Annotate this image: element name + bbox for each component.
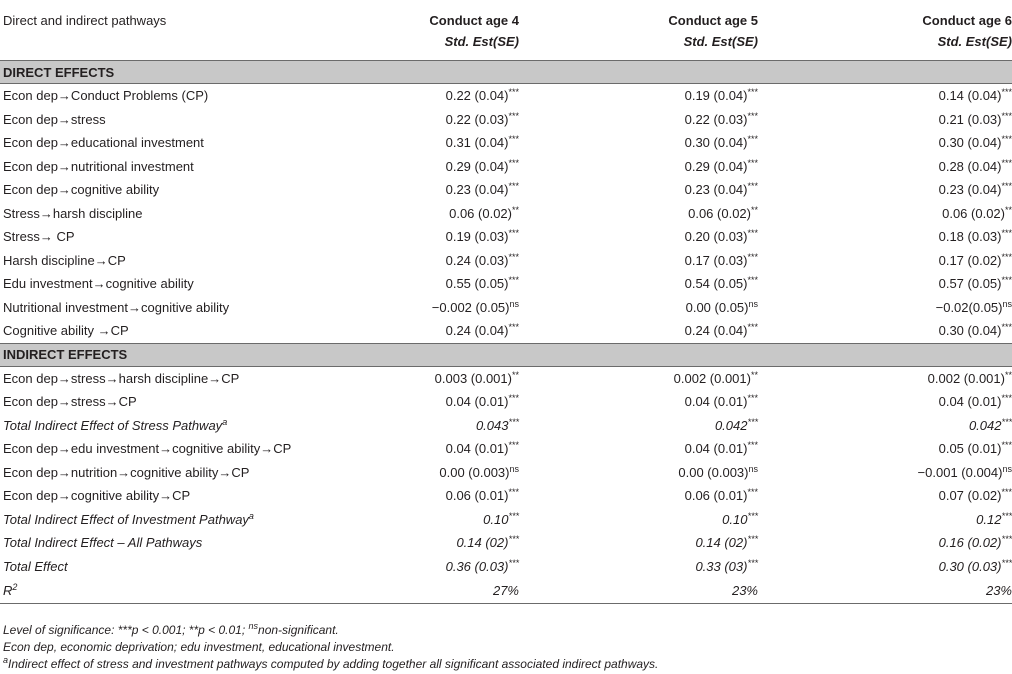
significance-marker: *** [747,534,758,545]
estimate-cell-age4: 0.06 (0.01)*** [445,487,519,504]
estimate-cell-age6: 0.12*** [976,510,1012,527]
significance-marker: *** [1001,416,1012,427]
pathway-label: Econ dep→edu investment→cognitive ability→CP [3,441,292,457]
table-row [0,461,1012,485]
estimate-cell-age4: 0.00 $(0.003)^{ns}$ [439,463,519,480]
pathway-label: Econ dep→educational investment [3,135,204,151]
estimate-cell-age6: $-0.02(0.05)^{ns}$ [935,298,1012,315]
table-row [0,108,1012,132]
significance-marker: ** [1004,204,1012,215]
significance-marker: *** [747,228,758,239]
estimate-cell-age5: 0.29 (0.04)*** [684,157,758,174]
table-row [0,178,1012,202]
pathway-label: Total Indirect Effect – All Pathways [3,535,203,551]
table-body [0,61,1012,604]
estimate-cell-age4: 0.06 (0.02)** [449,204,519,221]
significance-marker: *** [1001,228,1012,239]
estimate-cell-age5: 0.22 (0.03)*** [684,110,758,127]
pathway-label: Stress→ CP [3,229,75,245]
table-row [0,484,1012,508]
estimate-cell-age4: 0.36 (0.03)*** [445,557,519,574]
significance-marker: ** [750,204,758,215]
table-row [0,390,1012,414]
significance-marker: ** [750,369,758,380]
table-row [0,366,1012,390]
significance-marker: *** [1001,534,1012,545]
pathway-label: $R^2$ [0,578,400,604]
pathway-label: Econ dep→cognitive ability [3,182,160,198]
pathway-label: Econ dep→Conduct Problems (CP) [3,88,209,104]
column-header-age6: Conduct age 6 [922,13,1012,28]
significance-marker: ns [748,298,758,309]
estimate-cell-age4: 0.003 (0.001)** [434,369,519,386]
subheader-blank [0,30,400,61]
significance-marker: *** [747,322,758,333]
estimate-cell-age6: 0.14 (0.04)*** [938,87,1012,104]
header-row [0,0,1012,30]
estimate-cell-age4: 0.22 (0.03)*** [445,110,519,127]
significance-marker: ** [511,204,519,215]
table-row [0,84,1012,108]
table-row [0,225,1012,249]
significance-marker: *** [1001,510,1012,521]
significance-marker: *** [1001,487,1012,498]
significance-marker: *** [508,110,519,121]
estimate-cell-age5: 0.23 (0.04)*** [684,181,758,198]
significance-marker: *** [508,322,519,333]
estimate-cell-age5: 0.04 (0.01)*** [684,393,758,410]
estimate-cell-age6: 23% [770,578,1012,604]
estimate-cell-age6: 0.30 (0.03)*** [938,557,1012,574]
estimate-cell-age5: 23% [531,578,770,604]
significance-marker: ns [1002,298,1012,309]
estimate-cell-age6: 0.05 (0.01)*** [938,440,1012,457]
significance-marker: *** [1001,181,1012,192]
significance-marker: ns [1002,463,1012,474]
significance-marker: ** [1004,369,1012,380]
significance-marker: *** [508,157,519,168]
estimate-cell-age5: 0.042*** [714,416,758,433]
estimate-cell-age6: 0.23 (0.04)*** [938,181,1012,198]
significance-marker: *** [747,251,758,262]
significance-marker: *** [1001,134,1012,145]
table-row [0,414,1012,438]
estimate-cell-age5: 0.00 $(0.003)^{ns}$ [678,463,758,480]
significance-marker: *** [1001,557,1012,568]
table-row [0,319,1012,343]
significance-marker: *** [508,440,519,451]
estimate-cell-age5: 0.10*** [722,510,758,527]
estimate-cell-age5: 0.04 (0.01)*** [684,440,758,457]
estimate-cell-age4: 0.14 (02)*** [456,534,519,551]
significance-marker: *** [747,181,758,192]
estimate-cell-age5: 0.06 (0.01)*** [684,487,758,504]
significance-marker: *** [508,510,519,521]
significance-marker: *** [1001,87,1012,98]
subheader-age6: Std. Est(SE) [770,30,1012,61]
pathway-label: Cognitive ability →CP [3,323,129,339]
estimate-cell-age6: 0.18 (0.03)*** [938,228,1012,245]
table-row [0,555,1012,579]
estimate-cell-age4: 0.31 (0.04)*** [445,134,519,151]
significance-marker: *** [508,251,519,262]
pathway-label: Total Indirect Effect of Stress Pathway$^a$ [3,416,228,433]
estimate-cell-age5: 0.00 $(0.05)^{ns}$ [685,298,758,315]
significance-marker: *** [747,275,758,286]
table-row [0,131,1012,155]
table-notes [3,622,1008,673]
pathway-label: Econ dep→cognitive ability→CP [3,488,191,504]
estimate-cell-age6: 0.06 (0.02)** [942,204,1012,221]
significance-marker: *** [508,487,519,498]
pathway-label: Econ dep→stress [3,111,106,127]
pathway-label: Total Effect [3,558,68,574]
estimate-cell-age6: 0.30 (0.04)*** [938,322,1012,339]
table-row [0,531,1012,555]
estimate-cell-age4: 0.55 (0.05)*** [445,275,519,292]
table-row [0,272,1012,296]
significance-marker: *** [1001,322,1012,333]
estimate-cell-age5: 0.20 (0.03)*** [684,228,758,245]
significance-marker: *** [508,87,519,98]
estimate-cell-age4: 27% [400,578,531,604]
estimate-cell-age4: 0.043*** [475,416,519,433]
estimate-cell-age6: 0.28 (0.04)*** [938,157,1012,174]
column-header-age5: Conduct age 5 [668,13,758,28]
table-row [0,202,1012,226]
estimate-cell-age6: 0.042*** [968,416,1012,433]
section-header-row [0,61,1012,84]
table-row [0,437,1012,461]
pathway-label: Harsh discipline→CP [3,252,126,268]
significance-marker: *** [1001,251,1012,262]
pathway-label: Econ dep→stress→CP [3,394,137,410]
significance-marker: *** [508,534,519,545]
significance-marker: ns [748,463,758,474]
estimate-cell-age4: 0.04 (0.01)*** [445,440,519,457]
table-row [0,249,1012,273]
subheader-age5: Std. Est(SE) [531,30,770,61]
table-row [0,296,1012,320]
estimate-cell-age4: 0.29 (0.04)*** [445,157,519,174]
section-title: DIRECT EFFECTS [0,61,1012,84]
estimate-cell-age4: 0.23 (0.04)*** [445,181,519,198]
pathways-column-header: Direct and indirect pathways [3,13,167,28]
estimate-cell-age6: 0.30 (0.04)*** [938,134,1012,151]
estimate-cell-age5: 0.33 (03)*** [695,557,758,574]
estimate-cell-age6: 0.21 (0.03)*** [938,110,1012,127]
significance-marker: ** [511,369,519,380]
estimate-cell-age5: 0.06 (0.02)** [688,204,758,221]
significance-marker: *** [747,110,758,121]
significance-marker: *** [747,87,758,98]
estimate-cell-age4: 0.10*** [483,510,519,527]
estimate-cell-age4: 0.19 (0.03)*** [445,228,519,245]
significance-marker: *** [508,393,519,404]
estimate-cell-age6: 0.04 (0.01)*** [938,393,1012,410]
estimate-cell-age5: 0.14 (02)*** [695,534,758,551]
significance-marker: *** [747,157,758,168]
significance-marker: *** [508,557,519,568]
estimate-cell-age4: 0.24 (0.03)*** [445,251,519,268]
estimate-cell-age4: −0.002 $(0.05)^{ns}$ [431,298,519,315]
estimate-cell-age6: 0.002 (0.001)** [927,369,1012,386]
section-title: INDIRECT EFFECTS [0,343,1012,366]
estimate-cell-age5: 0.17 (0.03)*** [684,251,758,268]
estimate-cell-age5: 0.002 (0.001)** [673,369,758,386]
pathway-label: Econ dep→stress→harsh discipline→CP [3,370,240,386]
estimate-cell-age5: 0.19 (0.04)*** [684,87,758,104]
pathway-label: Nutritional investment→cognitive ability [3,299,230,315]
significance-marker: ns [509,463,519,474]
estimate-cell-age5: 0.24 (0.04)*** [684,322,758,339]
estimate-cell-age6: −0.001 $(0.004)^{ns}$ [917,463,1012,480]
significance-marker: ns [509,298,519,309]
estimate-cell-age5: 0.30 (0.04)*** [684,134,758,151]
pathway-label: Total Indirect Effect of Investment Pathway$^a$ [3,510,254,527]
significance-marker: *** [1001,275,1012,286]
significance-marker: *** [508,416,519,427]
significance-marker: *** [1001,440,1012,451]
estimate-cell-age6: 0.07 (0.02)*** [938,487,1012,504]
significance-marker: *** [747,487,758,498]
table-row [0,508,1012,532]
abbreviations-note: Econ dep, economic deprivation; edu investment, educational investment. [3,640,395,654]
significance-marker: *** [508,228,519,239]
significance-marker: *** [747,393,758,404]
pathway-label: Stress→harsh discipline [3,205,143,221]
footnote-a: $^a$Indirect effect of stress and investment pathways computed by adding together all significant associated indirect pathways. [3,655,659,671]
subheader-age4: Std. Est(SE) [400,30,531,61]
significance-marker: *** [1001,157,1012,168]
significance-marker: *** [747,440,758,451]
pathway-label: Edu investment→cognitive ability [3,276,194,292]
significance-marker: *** [508,134,519,145]
table-row [0,155,1012,179]
estimate-cell-age4: 0.24 (0.04)*** [445,322,519,339]
estimate-cell-age4: 0.04 (0.01)*** [445,393,519,410]
estimate-cell-age4: 0.22 (0.04)*** [445,87,519,104]
estimate-cell-age5: 0.54 (0.05)*** [684,275,758,292]
significance-marker: *** [508,181,519,192]
pathway-label: Econ dep→nutritional investment [3,158,194,174]
significance-marker: *** [1001,110,1012,121]
significance-marker: *** [508,275,519,286]
estimate-cell-age6: 0.17 (0.02)*** [938,251,1012,268]
significance-marker: *** [1001,393,1012,404]
estimate-cell-age6: 0.57 (0.05)*** [938,275,1012,292]
significance-marker: *** [747,557,758,568]
table-row [0,578,1012,604]
estimate-cell-age6: 0.16 (0.02)*** [938,534,1012,551]
significance-marker: *** [747,510,758,521]
significance-marker: *** [747,134,758,145]
significance-note: Level of significance: ***p < 0.001; **p < 0.01; $^{ns}$non-significant. [3,621,339,637]
subheader-row [0,30,1012,61]
column-header-age4: Conduct age 4 [429,13,519,28]
section-header-row [0,343,1012,366]
pathway-label: Econ dep→nutrition→cognitive ability→CP [3,464,250,480]
significance-marker: *** [747,416,758,427]
